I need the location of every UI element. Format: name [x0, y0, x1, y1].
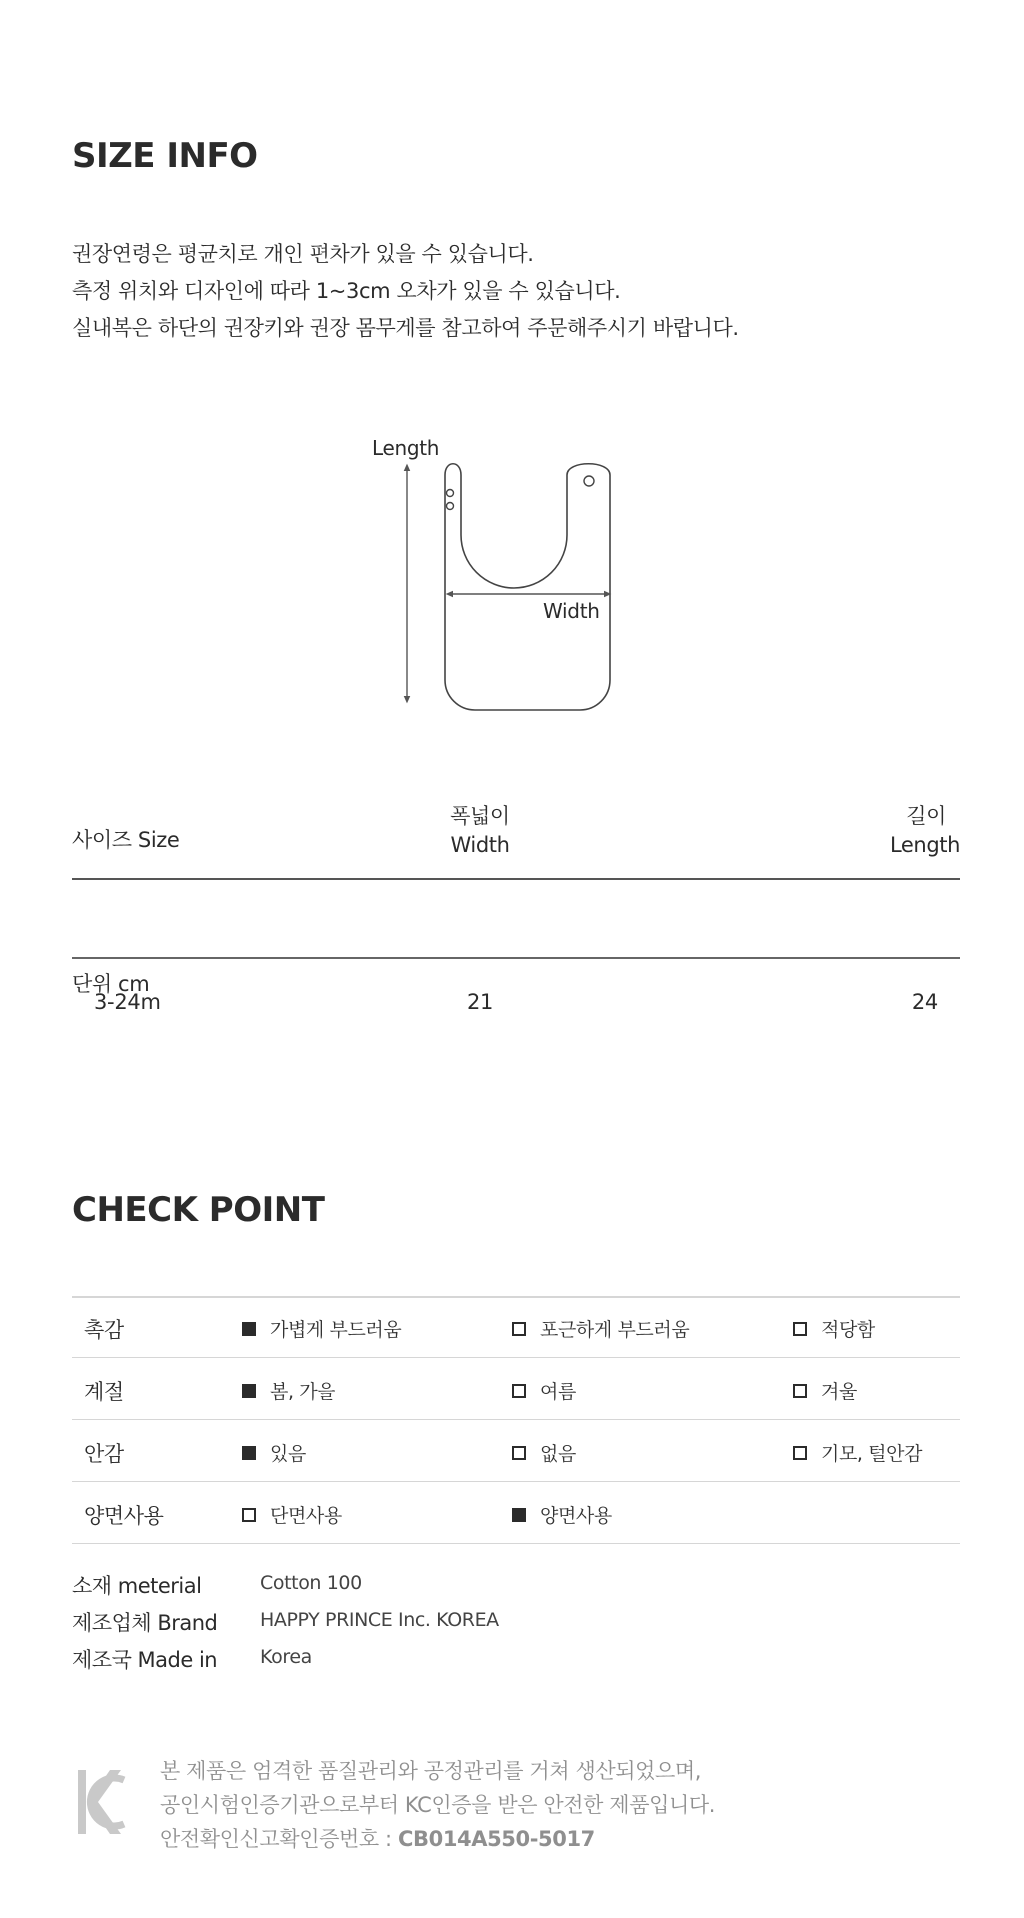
meta-key: 제조국 Made in	[72, 1648, 218, 1672]
unchecked-box-icon	[512, 1446, 526, 1460]
unchecked-box-icon	[512, 1384, 526, 1398]
option-label: 가볍게 부드러움	[270, 1319, 402, 1341]
check-row-reversible	[72, 1482, 960, 1544]
checked-box-icon	[242, 1446, 256, 1460]
size-table-header	[72, 802, 960, 878]
cell-width: 21	[467, 990, 494, 1014]
check-option	[242, 1377, 335, 1404]
check-option	[242, 1315, 401, 1342]
meta-value: Cotton 100	[260, 1572, 362, 1594]
check-point-table	[72, 1296, 960, 1544]
check-point-title: CHECK POINT	[72, 1190, 325, 1230]
option-label: 봄, 가을	[270, 1381, 336, 1403]
table-bottom-rule	[72, 957, 960, 959]
check-option	[793, 1315, 875, 1342]
header-length-ko: 길이	[906, 804, 946, 828]
option-label: 여름	[540, 1381, 576, 1403]
header-size: 사이즈 Size	[72, 828, 180, 852]
check-row-label: 계절	[84, 1380, 124, 1404]
check-row-touch	[72, 1296, 960, 1358]
unchecked-box-icon	[793, 1322, 807, 1336]
cell-size: 3-24m	[94, 990, 161, 1014]
bib-outline	[445, 464, 610, 710]
option-label: 있음	[270, 1443, 306, 1465]
length-label: Length	[372, 436, 440, 460]
cell-length: 24	[911, 990, 938, 1014]
meta-value: HAPPY PRINCE Inc. KOREA	[260, 1609, 499, 1631]
kc-certification-text	[160, 1754, 715, 1856]
unchecked-box-icon	[242, 1508, 256, 1522]
check-row-season	[72, 1358, 960, 1420]
header-length-en: Length	[889, 833, 960, 857]
meta-key: 제조업체 Brand	[72, 1611, 218, 1635]
meta-key: 소재 meterial	[72, 1574, 202, 1598]
check-option	[793, 1377, 857, 1404]
kc-line: 본 제품은 엄격한 품질관리와 공정관리를 거쳐 생산되었으며,	[160, 1759, 702, 1783]
check-option	[242, 1439, 306, 1466]
header-width-en: Width	[450, 833, 510, 857]
check-option	[512, 1315, 689, 1342]
header-width-ko: 폭넓이	[450, 804, 510, 828]
checked-box-icon	[512, 1508, 526, 1522]
size-info-title: SIZE INFO	[72, 136, 258, 176]
size-note: 측정 위치와 디자인에 따라 1~3cm 오차가 있을 수 있습니다.	[72, 279, 621, 303]
size-table	[72, 802, 960, 1014]
kc-line	[160, 1822, 715, 1856]
snap-hole	[447, 503, 454, 510]
check-option	[512, 1439, 576, 1466]
checked-box-icon	[242, 1384, 256, 1398]
option-label: 적당함	[821, 1319, 875, 1341]
option-label: 없음	[540, 1443, 576, 1465]
kc-cert-number: CB014A550-5017	[397, 1827, 595, 1851]
size-note: 권장연령은 평균치로 개인 편차가 있을 수 있습니다.	[72, 242, 534, 266]
option-label: 양면사용	[540, 1505, 612, 1527]
check-option	[512, 1377, 576, 1404]
check-row-label: 양면사용	[84, 1504, 164, 1528]
option-label: 겨울	[821, 1381, 857, 1403]
check-row-label: 안감	[84, 1442, 124, 1466]
option-label: 단면사용	[270, 1505, 342, 1527]
unchecked-box-icon	[793, 1446, 807, 1460]
width-label: Width	[543, 599, 600, 623]
check-option	[242, 1501, 342, 1528]
check-row-lining	[72, 1420, 960, 1482]
unchecked-box-icon	[512, 1322, 526, 1336]
check-row-label: 촉감	[84, 1318, 124, 1342]
header-length	[890, 802, 960, 860]
checked-box-icon	[242, 1322, 256, 1336]
snap-hole	[447, 490, 454, 497]
kc-mark-icon	[76, 1766, 126, 1838]
header-width	[445, 802, 515, 860]
snap-hole	[584, 476, 594, 486]
unit-note: 단위 cm	[72, 972, 150, 996]
bib-diagram	[360, 430, 640, 720]
check-option	[793, 1439, 922, 1466]
option-label: 포근하게 부드러움	[540, 1319, 690, 1341]
meta-value: Korea	[260, 1646, 312, 1668]
size-info-notes	[72, 236, 739, 347]
unchecked-box-icon	[793, 1384, 807, 1398]
size-note: 실내복은 하단의 권장키와 권장 몸무게를 참고하여 주문해주시기 바랍니다.	[72, 316, 739, 340]
check-option	[512, 1501, 612, 1528]
kc-cert-label: 안전확인신고확인증번호 :	[160, 1827, 398, 1851]
option-label: 기모, 털안감	[821, 1443, 923, 1465]
kc-line: 공인시험인증기관으로부터 KC인증을 받은 안전한 제품입니다.	[160, 1793, 716, 1817]
